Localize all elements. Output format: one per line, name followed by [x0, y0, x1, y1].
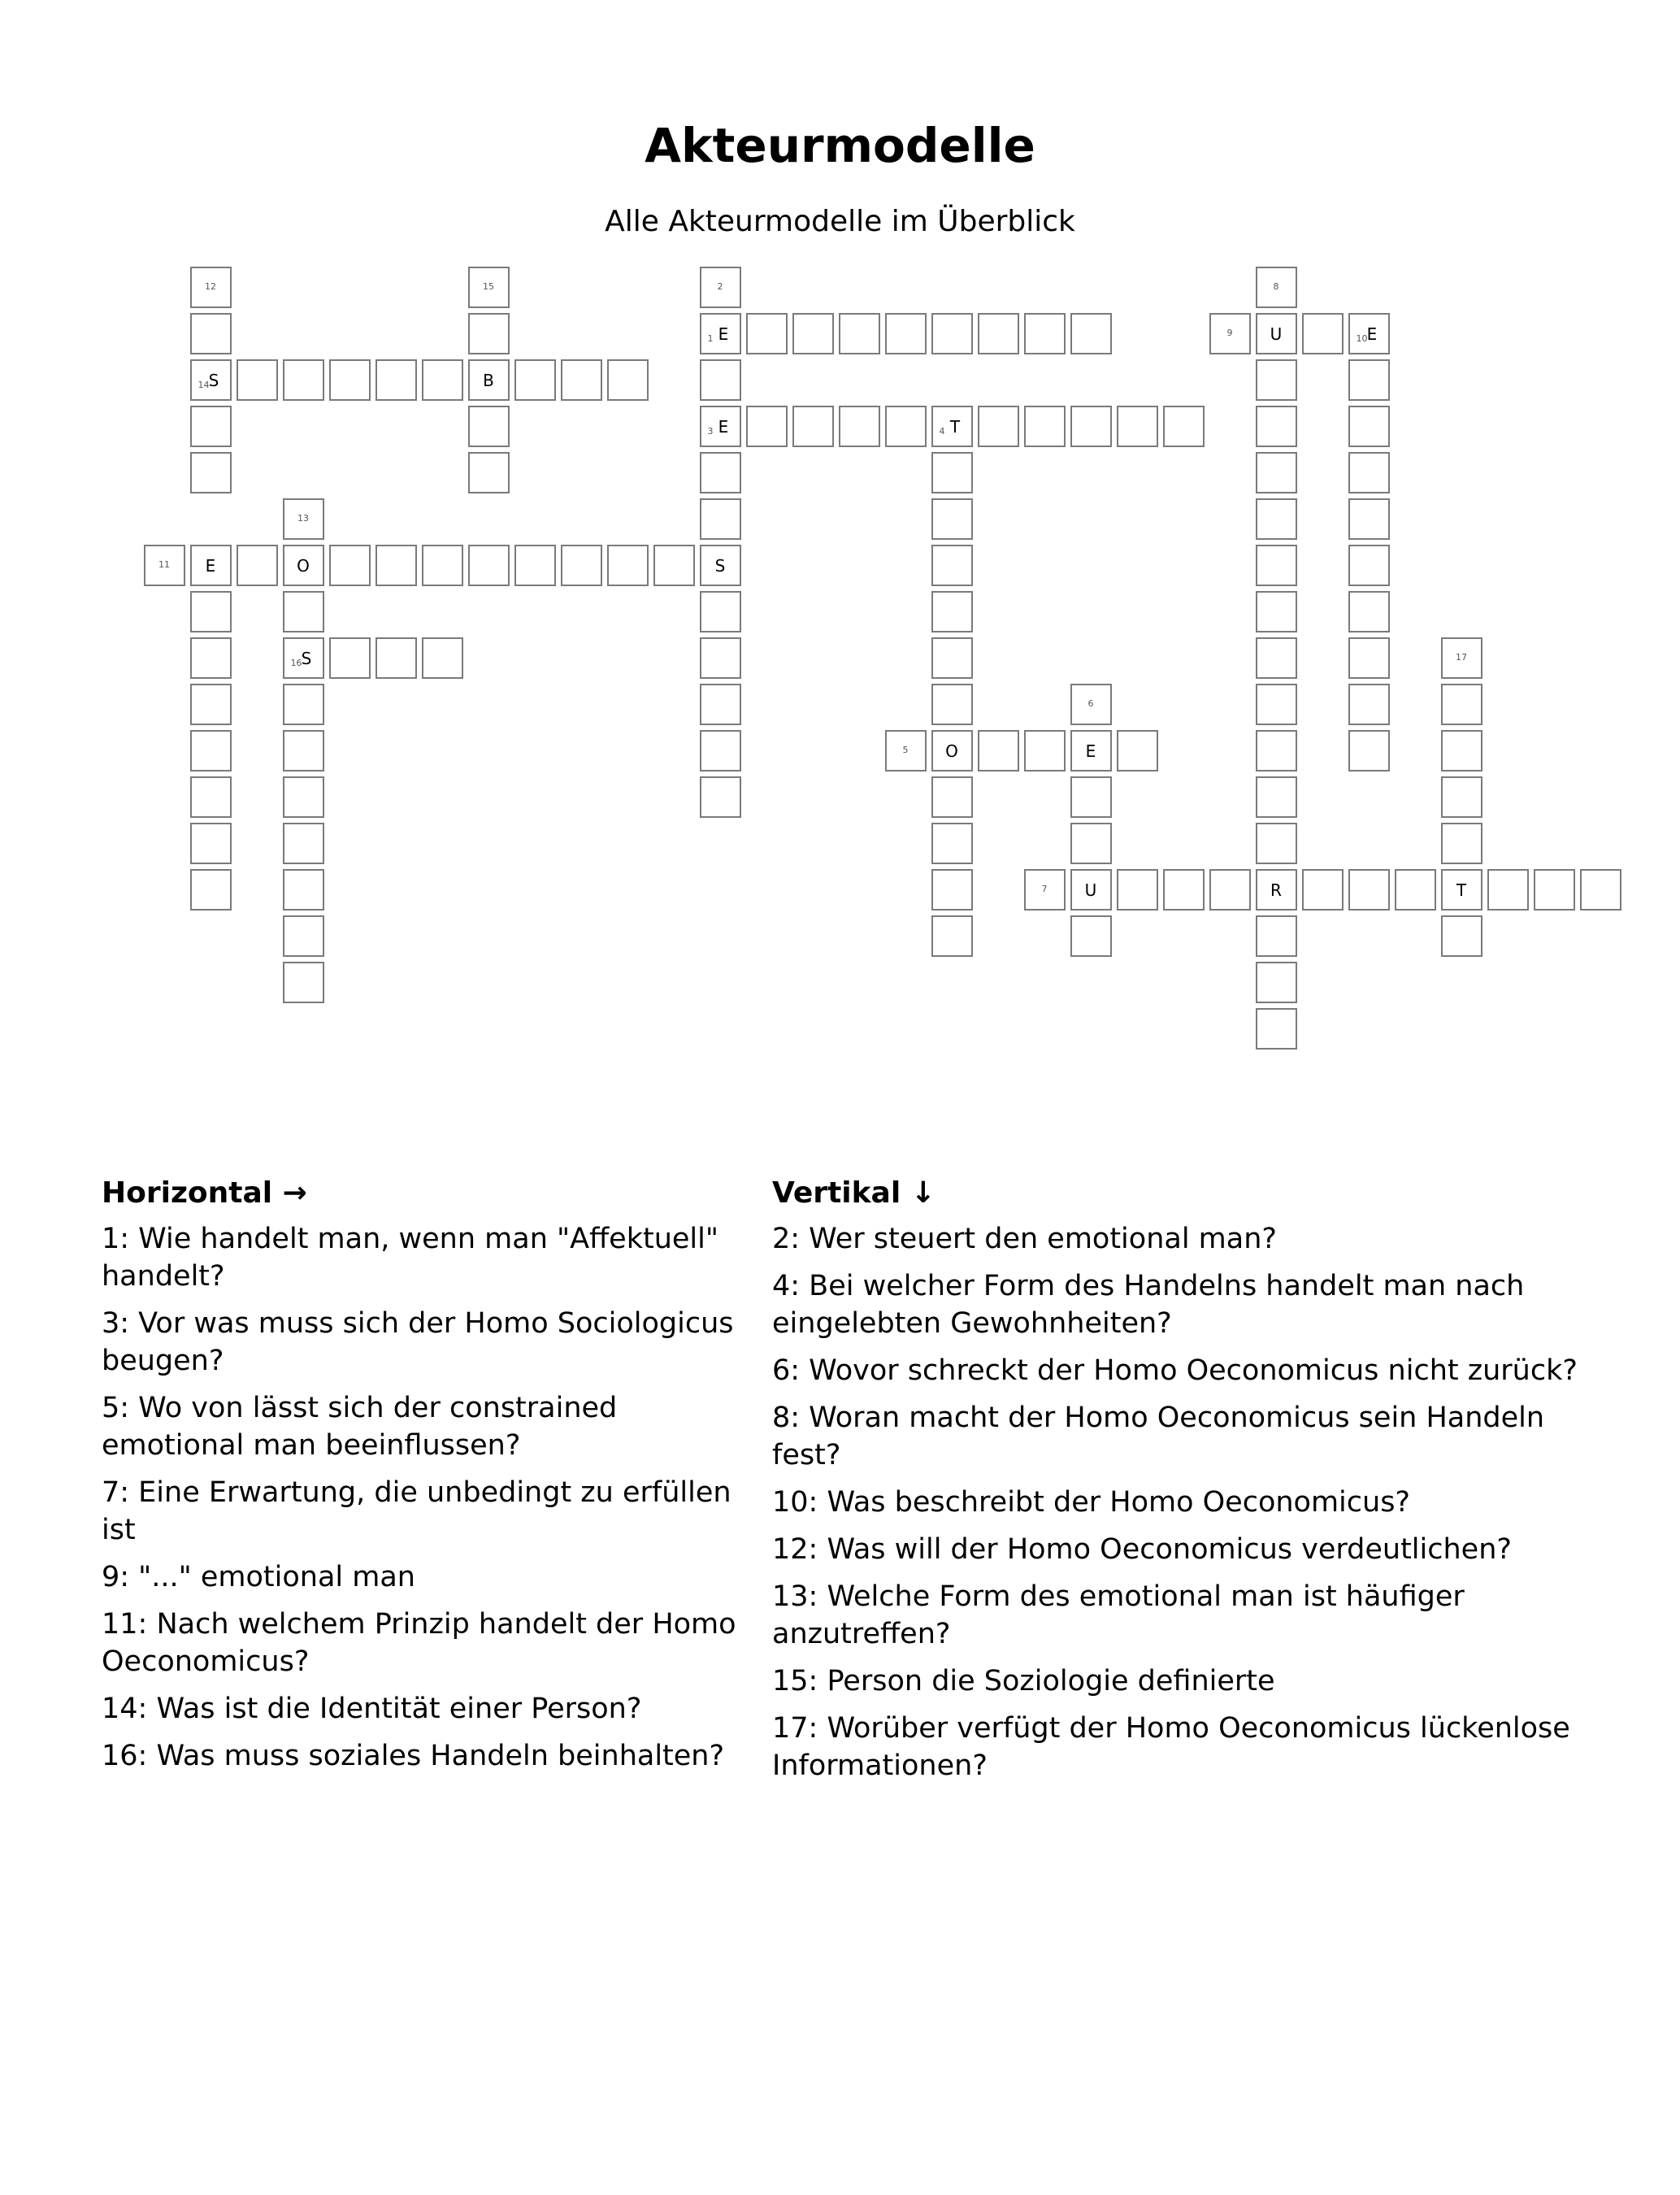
clue-number: 10: [1356, 333, 1368, 344]
grid-cell-letter[interactable]: [1256, 313, 1297, 354]
grid-clue-number-cell: [283, 498, 324, 540]
grid-cell[interactable]: [190, 313, 232, 354]
grid-cell[interactable]: [468, 406, 510, 447]
clue-number: 1: [707, 333, 714, 344]
cell-letter: E: [205, 556, 216, 576]
grid-cell[interactable]: [283, 776, 324, 818]
clue-vertical: 13: Welche Form des emotional man ist häufiger anzutreffen?: [772, 1580, 1465, 1650]
grid-cell[interactable]: [700, 359, 741, 401]
grid-cell[interactable]: [1487, 869, 1529, 911]
grid-cell[interactable]: [376, 359, 417, 401]
grid-cell[interactable]: [1256, 1008, 1297, 1050]
vertical-clues: [772, 1175, 1585, 1794]
grid-cell[interactable]: [1580, 869, 1621, 911]
grid-cell[interactable]: [376, 637, 417, 679]
clue-vertical: 6: Wovor schreckt der Homo Oeconomicus nicht zurück?: [772, 1354, 1578, 1387]
grid-cell[interactable]: [1348, 498, 1390, 540]
clue-number: 5: [902, 745, 909, 755]
grid-cell-letter[interactable]: [1070, 730, 1112, 772]
grid-cell[interactable]: [190, 776, 232, 818]
grid-cell[interactable]: [1348, 730, 1390, 772]
clue-number: 8: [1273, 281, 1279, 292]
cell-letter: E: [1085, 741, 1096, 761]
clue-horizontal: 1: Wie handelt man, wenn man "Affektuell" handelt?: [102, 1223, 718, 1293]
grid-clue-number-cell: [1024, 869, 1066, 911]
grid-cell[interactable]: [190, 869, 232, 911]
grid-cell[interactable]: [1348, 359, 1390, 401]
clue-number: 9: [1226, 328, 1233, 338]
grid-cell-letter[interactable]: [700, 406, 741, 447]
clue-number: 14: [198, 380, 210, 390]
clue-vertical: 8: Woran macht der Homo Oeconomicus sein Handeln fest?: [772, 1402, 1545, 1471]
grid-clue-number-cell: [700, 267, 741, 308]
grid-cell[interactable]: [931, 591, 973, 632]
grid-cell[interactable]: [1070, 915, 1112, 957]
grid-cell-letter[interactable]: [1256, 869, 1297, 911]
grid-cell-letter[interactable]: [1348, 313, 1390, 354]
grid-cell[interactable]: [931, 313, 973, 354]
grid-cell[interactable]: [1256, 962, 1297, 1003]
grid-clue-number-cell: [1256, 267, 1297, 308]
grid-cell[interactable]: [190, 591, 232, 632]
grid-cell[interactable]: [561, 545, 602, 586]
grid-cell[interactable]: [1348, 406, 1390, 447]
grid-cell[interactable]: [561, 359, 602, 401]
clue-horizontal: 7: Eine Erwartung, die unbedingt zu erfüllen ist: [102, 1476, 731, 1546]
grid-cell[interactable]: [1256, 498, 1297, 540]
grid-cell[interactable]: [931, 915, 973, 957]
grid-cell[interactable]: [839, 313, 880, 354]
grid-cell-letter[interactable]: [700, 545, 741, 586]
grid-cell[interactable]: [700, 498, 741, 540]
grid-cell-letter[interactable]: [700, 313, 741, 354]
grid-cell[interactable]: [885, 406, 927, 447]
grid-cell[interactable]: [1117, 406, 1158, 447]
grid-cell[interactable]: [1256, 776, 1297, 818]
page-title: Akteurmodelle: [645, 118, 1035, 173]
grid-cell[interactable]: [1441, 684, 1482, 725]
grid-cell[interactable]: [792, 313, 834, 354]
grid-cell[interactable]: [931, 823, 973, 864]
grid-cell[interactable]: [329, 359, 371, 401]
grid-cell[interactable]: [1256, 359, 1297, 401]
clue-number: 15: [483, 281, 494, 292]
grid-clue-number-cell: [144, 545, 185, 586]
grid-cell[interactable]: [1348, 452, 1390, 493]
grid-cell[interactable]: [1117, 869, 1158, 911]
grid-cell[interactable]: [1256, 545, 1297, 586]
grid-cell[interactable]: [1395, 869, 1436, 911]
grid-cell[interactable]: [283, 823, 324, 864]
grid-cell[interactable]: [931, 498, 973, 540]
grid-cell[interactable]: [700, 776, 741, 818]
grid-cell[interactable]: [700, 684, 741, 725]
grid-cell[interactable]: [653, 545, 695, 586]
grid-cell[interactable]: [607, 545, 649, 586]
page-subtitle: Alle Akteurmodelle im Überblick: [605, 205, 1075, 238]
grid-cell[interactable]: [1256, 915, 1297, 957]
grid-cell[interactable]: [1348, 545, 1390, 586]
grid-clue-number-cell: [468, 267, 510, 308]
grid-cell-letter[interactable]: [931, 730, 973, 772]
grid-cell[interactable]: [190, 406, 232, 447]
grid-cell-letter[interactable]: [190, 359, 232, 401]
cell-letter: E: [718, 417, 729, 437]
grid-cell[interactable]: [1348, 637, 1390, 679]
cell-letter: R: [1270, 880, 1282, 900]
grid-cell[interactable]: [931, 545, 973, 586]
clue-vertical: 15: Person die Soziologie definierte: [772, 1665, 1275, 1697]
grid-cell[interactable]: [1070, 313, 1112, 354]
grid-cell-letter[interactable]: [190, 545, 232, 586]
grid-cell[interactable]: [1256, 684, 1297, 725]
cell-letter: S: [714, 556, 726, 576]
grid-cell[interactable]: [931, 452, 973, 493]
clue-vertical: 4: Bei welcher Form des Handelns handelt man nach eingelebten Gewohnheiten?: [772, 1270, 1525, 1340]
clue-horizontal: 9: "..." emotional man: [102, 1561, 415, 1593]
grid-cell[interactable]: [1441, 823, 1482, 864]
grid-cell[interactable]: [283, 730, 324, 772]
grid-cell-letter[interactable]: [1070, 869, 1112, 911]
cell-letter: S: [301, 649, 312, 668]
grid-cell[interactable]: [1441, 730, 1482, 772]
grid-cell[interactable]: [1441, 915, 1482, 957]
grid-cell[interactable]: [978, 313, 1019, 354]
grid-cell[interactable]: [839, 406, 880, 447]
grid-cell[interactable]: [468, 452, 510, 493]
grid-clue-number-cell: [190, 267, 232, 308]
clue-horizontal: 11: Nach welchem Prinzip handelt der Homo Oeconomicus?: [102, 1608, 736, 1678]
grid-cell[interactable]: [514, 359, 556, 401]
grid-cell[interactable]: [468, 313, 510, 354]
grid-cell[interactable]: [885, 313, 927, 354]
grid-cell[interactable]: [1534, 869, 1575, 911]
cell-letter: E: [718, 324, 729, 344]
cell-letter: U: [1084, 880, 1097, 900]
grid-cell[interactable]: [1070, 406, 1112, 447]
grid-cell[interactable]: [283, 869, 324, 911]
grid-clue-number-cell: [885, 730, 927, 772]
grid-cell[interactable]: [1256, 452, 1297, 493]
grid-cell[interactable]: [746, 313, 788, 354]
grid-cell-letter[interactable]: [1441, 869, 1482, 911]
grid-clue-number-cell: [1209, 313, 1251, 354]
grid-cell[interactable]: [422, 545, 463, 586]
grid-cell[interactable]: [792, 406, 834, 447]
grid-cell[interactable]: [329, 545, 371, 586]
grid-cell[interactable]: [422, 359, 463, 401]
grid-cell[interactable]: [1024, 406, 1066, 447]
grid-cell[interactable]: [190, 684, 232, 725]
clue-number: 7: [1041, 884, 1048, 894]
grid-cell-letter[interactable]: [468, 359, 510, 401]
grid-cell[interactable]: [1302, 313, 1344, 354]
clue-horizontal: 16: Was muss soziales Handeln beinhalten?: [102, 1740, 725, 1772]
cell-letter: B: [483, 371, 494, 390]
cell-letter: O: [297, 556, 310, 576]
grid-cell[interactable]: [978, 406, 1019, 447]
grid-clue-number-cell: [1070, 684, 1112, 725]
grid-cell[interactable]: [607, 359, 649, 401]
grid-cell[interactable]: [1117, 730, 1158, 772]
grid-cell[interactable]: [329, 637, 371, 679]
grid-cell[interactable]: [1024, 730, 1066, 772]
grid-cell[interactable]: [978, 730, 1019, 772]
grid-cell[interactable]: [1256, 637, 1297, 679]
clue-number: 13: [297, 513, 309, 524]
grid-cell[interactable]: [1302, 869, 1344, 911]
grid-cell[interactable]: [1070, 823, 1112, 864]
grid-cell-letter[interactable]: [283, 545, 324, 586]
grid-cell[interactable]: [931, 684, 973, 725]
grid-cell[interactable]: [376, 545, 417, 586]
grid-cell[interactable]: [468, 545, 510, 586]
clue-number: 2: [717, 281, 723, 292]
cell-letter: E: [1366, 324, 1378, 344]
clue-number: 3: [707, 426, 714, 437]
grid-cell[interactable]: [422, 637, 463, 679]
grid-cell[interactable]: [1441, 776, 1482, 818]
grid-cell[interactable]: [283, 962, 324, 1003]
horizontal-clues: [102, 1175, 768, 1784]
clue-number: 4: [939, 426, 945, 437]
cell-letter: U: [1270, 324, 1283, 344]
cell-letter: O: [945, 741, 958, 761]
clue-number: 16: [290, 658, 302, 668]
clue-vertical: 12: Was will der Homo Oeconomicus verdeutlichen?: [772, 1533, 1512, 1566]
cell-letter: T: [1456, 880, 1467, 900]
grid-cell[interactable]: [237, 545, 278, 586]
grid-cell[interactable]: [931, 637, 973, 679]
grid-cell[interactable]: [700, 730, 741, 772]
grid-cell[interactable]: [1024, 313, 1066, 354]
clue-number: 17: [1456, 652, 1467, 663]
grid-cell[interactable]: [700, 452, 741, 493]
grid-cell[interactable]: [190, 452, 232, 493]
grid-cell-letter[interactable]: [283, 637, 324, 679]
grid-cell[interactable]: [190, 823, 232, 864]
grid-cell[interactable]: [700, 591, 741, 632]
grid-cell[interactable]: [283, 359, 324, 401]
grid-clue-number-cell: [1441, 637, 1482, 679]
grid-cell[interactable]: [1256, 406, 1297, 447]
clue-vertical: 10: Was beschreibt der Homo Oeconomicus?: [772, 1486, 1411, 1519]
clue-number: 11: [158, 559, 170, 570]
grid-cell[interactable]: [514, 545, 556, 586]
grid-cell[interactable]: [1256, 823, 1297, 864]
cell-letter: S: [208, 371, 219, 390]
grid-cell[interactable]: [1256, 730, 1297, 772]
clue-number: 6: [1087, 698, 1094, 709]
clue-horizontal: 3: Vor was muss sich der Homo Sociologicus beugen?: [102, 1307, 734, 1377]
grid-cell[interactable]: [1163, 406, 1205, 447]
grid-cell[interactable]: [931, 776, 973, 818]
clue-vertical: 17: Worüber verfügt der Homo Oeconomicus lückenlose Informationen?: [772, 1712, 1570, 1782]
grid-cell[interactable]: [1348, 869, 1390, 911]
grid-cell[interactable]: [190, 637, 232, 679]
grid-cell[interactable]: [931, 869, 973, 911]
vertical-heading: Vertikal ↓: [772, 1176, 936, 1210]
grid-cell[interactable]: [190, 730, 232, 772]
clue-horizontal: 14: Was ist die Identität einer Person?: [102, 1693, 642, 1725]
horizontal-heading: Horizontal →: [102, 1176, 307, 1210]
clue-number: 12: [205, 281, 216, 292]
grid-cell[interactable]: [1348, 684, 1390, 725]
grid-cell[interactable]: [283, 684, 324, 725]
grid-cell[interactable]: [1070, 776, 1112, 818]
grid-cell[interactable]: [237, 359, 278, 401]
clue-vertical: 2: Wer steuert den emotional man?: [772, 1223, 1277, 1255]
grid-cell[interactable]: [1163, 869, 1205, 911]
grid-cell[interactable]: [700, 637, 741, 679]
grid-cell[interactable]: [746, 406, 788, 447]
cell-letter: T: [949, 417, 961, 437]
crossword-grid: [0, 0, 1680, 1073]
grid-cell[interactable]: [283, 915, 324, 957]
grid-cell[interactable]: [283, 591, 324, 632]
grid-cell-letter[interactable]: [931, 406, 973, 447]
grid-cell[interactable]: [1256, 591, 1297, 632]
grid-cell[interactable]: [1209, 869, 1251, 911]
clue-horizontal: 5: Wo von lässt sich der constrained emotional man beeinflussen?: [102, 1392, 618, 1462]
grid-cell[interactable]: [1348, 591, 1390, 632]
